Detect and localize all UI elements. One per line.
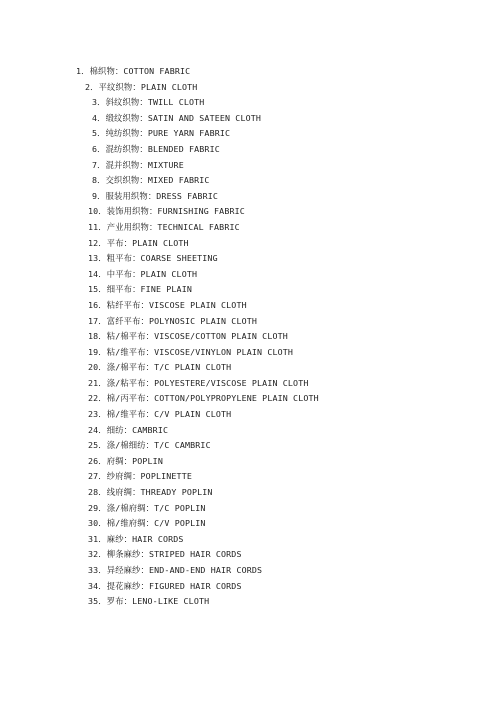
list-item	[0, 423, 319, 439]
list-item-text: 纯纺织物：PURE YARN FABRIC	[105, 128, 231, 139]
list-item-number: 26．	[88, 455, 107, 466]
list-item-number: 18．	[88, 331, 107, 342]
list-item-text: 斜纹织物：TWILL CLOTH	[105, 97, 205, 108]
list-item-text: 混纺织物：BLENDED FABRIC	[105, 143, 220, 154]
list-item-number: 22．	[88, 393, 107, 404]
list-item-text: 棉/维府绸：C/V POPLIN	[106, 518, 206, 529]
list-item-text: 线府绸：THREADY POPLIN	[106, 487, 213, 498]
list-item-number: 19．	[88, 346, 107, 357]
list-item	[0, 547, 319, 563]
list-item-text: 粗平布：COARSE SHEETING	[106, 253, 218, 264]
list-item	[0, 111, 319, 127]
list-item-number: 24．	[88, 424, 107, 435]
list-item-text: 麻纱：HAIR CORDS	[106, 533, 184, 544]
list-item-text: 中平布：PLAIN CLOTH	[106, 268, 198, 279]
list-item-text: 细平布：FINE PLAIN	[106, 284, 192, 295]
list-item-text: 涤/棉府绸：T/C POPLIN	[106, 502, 206, 513]
list-item-number: 2．	[85, 81, 99, 92]
list-item-number: 27．	[88, 471, 107, 482]
list-item	[0, 469, 319, 485]
list-item-text: 缎纹织物：SATIN AND SATEEN CLOTH	[105, 112, 262, 123]
list-item-text: 粘纤平布：VISCOSE PLAIN CLOTH	[106, 299, 247, 310]
list-item	[0, 345, 319, 361]
list-item-text: 柳条麻纱：STRIPED HAIR CORDS	[106, 549, 242, 560]
list-item	[0, 438, 319, 454]
list-item	[0, 563, 319, 579]
list-item-number: 23．	[88, 409, 107, 420]
list-item-number: 16．	[88, 299, 107, 310]
list-item-number: 14．	[88, 268, 107, 279]
list-item-text: 涤/棉细纺：T/C CAMBRIC	[106, 440, 211, 451]
list-item-number: 7．	[92, 159, 106, 170]
list-item-number: 11．	[88, 221, 107, 232]
list-item	[0, 189, 319, 205]
list-item-number: 25．	[88, 440, 107, 451]
list-item	[0, 454, 319, 470]
list-item-number: 17．	[88, 315, 107, 326]
list-item-text: 棉/维平布：C/V PLAIN CLOTH	[106, 409, 232, 420]
list-item-text: 富纤平布：POLYNOSIC PLAIN CLOTH	[106, 315, 258, 326]
list-item-number: 30．	[88, 518, 107, 529]
list-item	[0, 236, 319, 252]
list-item	[0, 251, 319, 267]
list-item-text: 提花麻纱：FIGURED HAIR CORDS	[106, 580, 242, 591]
list-item	[0, 391, 319, 407]
list-item	[0, 158, 319, 174]
list-item	[0, 142, 319, 158]
list-item	[0, 376, 319, 392]
list-item-number: 32．	[88, 549, 107, 560]
list-item-number: 34．	[88, 580, 107, 591]
list-item-text: 平纹织物：PLAIN CLOTH	[98, 81, 198, 92]
list-item	[0, 532, 319, 548]
list-item-text: 纱府绸：POPLINETTE	[106, 471, 192, 482]
list-item	[0, 501, 319, 517]
list-item	[0, 173, 319, 189]
fabric-term-list	[0, 64, 319, 610]
list-item-number: 20．	[88, 362, 107, 373]
list-item	[0, 516, 319, 532]
list-item-number: 10．	[88, 206, 107, 217]
list-item	[0, 282, 319, 298]
list-item	[0, 204, 319, 220]
list-item-text: 交织织物：MIXED FABRIC	[105, 175, 210, 186]
list-item	[0, 220, 319, 236]
list-item-number: 3．	[92, 97, 106, 108]
list-item-number: 5．	[92, 128, 106, 139]
list-item	[0, 407, 319, 423]
list-item-text: 罗布：LENO-LIKE CLOTH	[106, 596, 210, 607]
list-item-text: 涤/粘平布：POLYESTERE/VISCOSE PLAIN CLOTH	[106, 377, 309, 388]
list-item-text: 产业用织物：TECHNICAL FABRIC	[106, 221, 240, 232]
list-item	[0, 314, 319, 330]
list-item	[0, 579, 319, 595]
list-item-text: 细纺：CAMBRIC	[106, 424, 169, 435]
list-item	[0, 267, 319, 283]
list-item-text: 粘/维平布：VISCOSE/VINYLON PLAIN CLOTH	[106, 346, 294, 357]
list-item-number: 29．	[88, 502, 107, 513]
list-item-number: 28．	[88, 487, 107, 498]
list-item	[0, 329, 319, 345]
list-item	[0, 298, 319, 314]
list-item-text: 装饰用织物：FURNISHING FABRIC	[106, 206, 245, 217]
list-item-number: 4．	[92, 112, 106, 123]
list-item-text: 平布：PLAIN CLOTH	[106, 237, 189, 248]
list-item-number: 6．	[92, 143, 106, 154]
list-item-text: 棉织物：COTTON FABRIC	[89, 66, 191, 76]
list-item	[0, 64, 319, 80]
list-item-number: 31．	[88, 533, 107, 544]
list-item-number: 1．	[76, 66, 90, 76]
list-item-number: 33．	[88, 565, 107, 575]
list-item-number: 21．	[88, 377, 107, 388]
list-item-text: 粘/棉平布：VISCOSE/COTTON PLAIN CLOTH	[106, 331, 288, 342]
list-item	[0, 360, 319, 376]
list-item-text: 异经麻纱：END-AND-END HAIR CORDS	[106, 565, 263, 575]
list-item-number: 15．	[88, 284, 107, 295]
list-item-text: 涤/棉平布：T/C PLAIN CLOTH	[106, 362, 232, 373]
list-item-text: 混并织物：MIXTURE	[105, 159, 184, 170]
list-item	[0, 126, 319, 142]
list-item	[0, 95, 319, 111]
list-item	[0, 485, 319, 501]
list-item	[0, 594, 319, 610]
list-item-text: 服装用织物：DRESS FABRIC	[105, 190, 219, 201]
list-item-text: 府绸：POPLIN	[106, 455, 163, 466]
list-item-number: 13．	[88, 253, 107, 264]
list-item-number: 9．	[92, 190, 106, 201]
list-item-number: 12．	[88, 237, 107, 248]
list-item-number: 8．	[92, 175, 106, 186]
list-item-text: 棉/丙平布：COTTON/POLYPROPYLENE PLAIN CLOTH	[106, 393, 319, 404]
list-item-number: 35．	[88, 596, 107, 607]
list-item	[0, 80, 319, 96]
